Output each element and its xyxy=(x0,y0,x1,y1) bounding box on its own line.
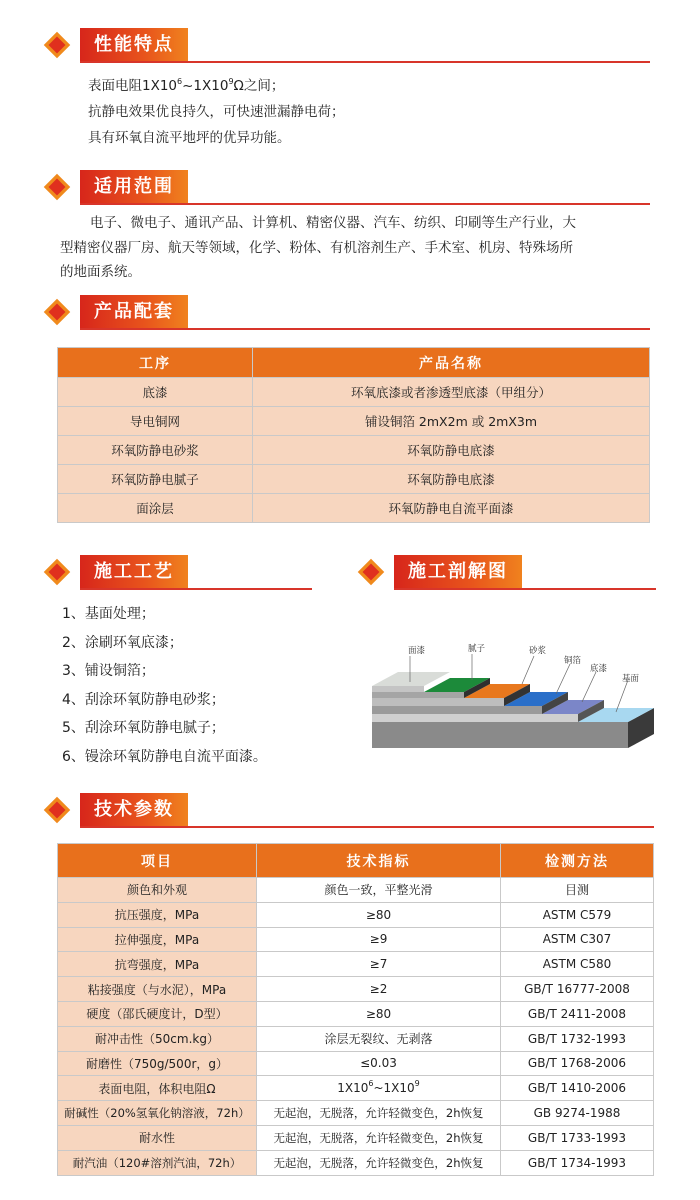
table-row xyxy=(58,407,650,436)
process-steps xyxy=(62,600,267,771)
spec-cell: $1X10^6\sim 1X10^9$ xyxy=(257,1076,501,1101)
section-header-tech xyxy=(44,793,654,827)
diamond-icon xyxy=(44,797,70,823)
copper-front xyxy=(372,706,542,714)
layer-diagram xyxy=(372,630,662,755)
table-row xyxy=(58,1026,654,1051)
section-title: 施工剖解图 xyxy=(394,555,522,589)
diamond-icon xyxy=(358,559,384,585)
item-cell: 粘接强度（与水泥），MPa xyxy=(58,977,257,1002)
performance-line-1: 表面电阻$1X10^6\sim 1X10^9\Omega$之间； xyxy=(88,77,285,94)
process-cell: 环氧防静电腻子 xyxy=(58,465,253,494)
product-cell: 环氧防静电自流平面漆 xyxy=(253,494,650,523)
spec-cell: 无起泡，无脱落，允许轻微变色，2h恢复 xyxy=(257,1150,501,1175)
divider xyxy=(80,203,650,205)
diamond-icon xyxy=(44,32,70,58)
product-cell: 铺设铜箔 2mX2m 或 2mX3m xyxy=(253,407,650,436)
topcoat-front xyxy=(372,686,424,692)
table-row xyxy=(58,902,654,927)
table-row xyxy=(58,927,654,952)
item-cell: 抗压强度，MPa xyxy=(58,902,257,927)
method-cell: ASTM C579 xyxy=(501,902,654,927)
label-primer: 底漆 xyxy=(590,664,608,674)
leader-line xyxy=(522,656,534,684)
scope-text xyxy=(60,211,660,285)
label-topcoat: 面漆 xyxy=(408,646,426,656)
leader-line xyxy=(616,680,628,712)
item-cell: 拉伸强度，MPa xyxy=(58,927,257,952)
method-cell: GB 9274-1988 xyxy=(501,1101,654,1126)
header-cell: 检测方法 xyxy=(501,844,654,878)
table-row xyxy=(58,465,650,494)
header-cell: 工序 xyxy=(58,348,253,378)
spec-cell: ≥2 xyxy=(257,977,501,1002)
method-cell: ASTM C307 xyxy=(501,927,654,952)
table-row xyxy=(58,1051,654,1076)
spec-cell: ≥80 xyxy=(257,1001,501,1026)
table-row xyxy=(58,378,650,407)
divider xyxy=(80,328,650,330)
section-header-process xyxy=(44,555,314,589)
header-cell: 项目 xyxy=(58,844,257,878)
divider xyxy=(394,588,656,590)
section-title: 适用范围 xyxy=(80,170,188,204)
section-title: 性能特点 xyxy=(80,28,188,62)
list-item: 2、涂刷环氧底漆； xyxy=(62,634,183,651)
table-row xyxy=(58,436,650,465)
label-base: 基面 xyxy=(622,674,640,684)
diamond-icon xyxy=(44,559,70,585)
label-mortar: 砂浆 xyxy=(529,646,547,656)
process-cell: 底漆 xyxy=(58,378,253,407)
putty-front xyxy=(372,692,464,698)
section-header-performance xyxy=(44,28,650,62)
label-putty: 腻子 xyxy=(468,644,486,654)
item-cell: 耐冲击性（50cm.kg） xyxy=(58,1026,257,1051)
method-cell: GB/T 1734-1993 xyxy=(501,1150,654,1175)
product-cell: 环氧底漆或者渗透型底漆（甲组分） xyxy=(253,378,650,407)
table-row xyxy=(58,977,654,1002)
item-cell: 耐磨性（750g/500r，g） xyxy=(58,1051,257,1076)
spec-cell: 无起泡，无脱落，允许轻微变色，2h恢复 xyxy=(257,1101,501,1126)
item-cell: 耐水性 xyxy=(58,1125,257,1150)
method-cell: GB/T 1733-1993 xyxy=(501,1125,654,1150)
header-cell: 产品名称 xyxy=(253,348,650,378)
table-header-row xyxy=(58,844,654,878)
product-cell: 环氧防静电底漆 xyxy=(253,436,650,465)
section-header-products xyxy=(44,295,650,329)
spec-cell: 涂层无裂纹、无剥落 xyxy=(257,1026,501,1051)
list-item: 1、基面处理； xyxy=(62,606,155,622)
section-title: 产品配套 xyxy=(80,295,188,329)
spec-cell: ≥80 xyxy=(257,902,501,927)
process-cell: 环氧防静电砂浆 xyxy=(58,436,253,465)
table-header-row xyxy=(58,348,650,378)
spec-cell: 颜色一致，平整光滑 xyxy=(257,878,501,903)
tech-table xyxy=(57,843,654,1176)
performance-line-2: 抗静电效果优良持久，可快速泄漏静电荷； xyxy=(88,104,345,120)
concrete-front xyxy=(372,722,628,748)
divider xyxy=(80,588,312,590)
table-row xyxy=(58,952,654,977)
section-header-diagram xyxy=(358,555,658,589)
product-cell: 环氧防静电底漆 xyxy=(253,465,650,494)
method-cell: GB/T 1768-2006 xyxy=(501,1051,654,1076)
table-row xyxy=(58,1001,654,1026)
spec-cell: 无起泡，无脱落，允许轻微变色，2h恢复 xyxy=(257,1125,501,1150)
method-cell: GB/T 1732-1993 xyxy=(501,1026,654,1051)
item-cell: 颜色和外观 xyxy=(58,878,257,903)
table-row xyxy=(58,1125,654,1150)
label-copper: 铜箔 xyxy=(564,656,582,666)
list-item: 4、刮涂环氧防静电砂浆； xyxy=(62,691,225,708)
scope-line-2: 型精密仪器厂房、航天等领域，化学、粉体、有机溶剂生产、手术室、机房、特殊场所 xyxy=(60,239,573,256)
table-row xyxy=(58,878,654,903)
section-header-scope xyxy=(44,170,650,204)
diamond-icon xyxy=(44,174,70,200)
process-cell: 面涂层 xyxy=(58,494,253,523)
item-cell: 表面电阻，体积电阻Ω xyxy=(58,1076,257,1101)
process-cell: 导电铜网 xyxy=(58,407,253,436)
item-cell: 抗弯强度，MPa xyxy=(58,952,257,977)
primer-front xyxy=(372,714,578,722)
leader-line xyxy=(556,664,570,694)
table-row xyxy=(58,1076,654,1101)
spec-cell: ≥9 xyxy=(257,927,501,952)
topcoat-top xyxy=(372,672,450,686)
method-cell: GB/T 16777-2008 xyxy=(501,977,654,1002)
scope-line-3: 的地面系统。 xyxy=(60,264,141,280)
method-cell: GB/T 2411-2008 xyxy=(501,1001,654,1026)
divider xyxy=(80,61,650,63)
item-cell: 耐汽油（120#溶剂汽油，72h） xyxy=(58,1150,257,1175)
method-cell: GB/T 1410-2006 xyxy=(501,1076,654,1101)
method-cell: 目测 xyxy=(501,878,654,903)
method-cell: ASTM C580 xyxy=(501,952,654,977)
section-title: 施工工艺 xyxy=(80,555,188,589)
header-cell: 技术指标 xyxy=(257,844,501,878)
list-item: 3、铺设铜箔； xyxy=(62,663,155,679)
item-cell: 耐碱性（20%氢氧化钠溶液，72h） xyxy=(58,1101,257,1126)
scope-line-1: 电子、微电子、通讯产品、计算机、精密仪器、汽车、纺织、印刷等生产行业，大 xyxy=(90,215,576,231)
diamond-icon xyxy=(44,299,70,325)
table-row xyxy=(58,494,650,523)
table-row xyxy=(58,1150,654,1175)
products-table xyxy=(57,347,650,523)
section-title: 技术参数 xyxy=(80,793,188,827)
mortar-front xyxy=(372,698,504,706)
spec-cell: ≥7 xyxy=(257,952,501,977)
performance-text xyxy=(88,73,345,151)
item-cell: 硬度（邵氏硬度计，D型） xyxy=(58,1001,257,1026)
list-item: 6、镘涂环氧防静电自流平面漆。 xyxy=(62,748,267,765)
table-row xyxy=(58,1101,654,1126)
leader-line xyxy=(582,672,596,702)
list-item: 5、刮涂环氧防静电腻子； xyxy=(62,720,225,736)
performance-line-3: 具有环氧自流平地坪的优异功能。 xyxy=(88,130,291,146)
spec-cell: ≤0.03 xyxy=(257,1051,501,1076)
divider xyxy=(80,826,654,828)
